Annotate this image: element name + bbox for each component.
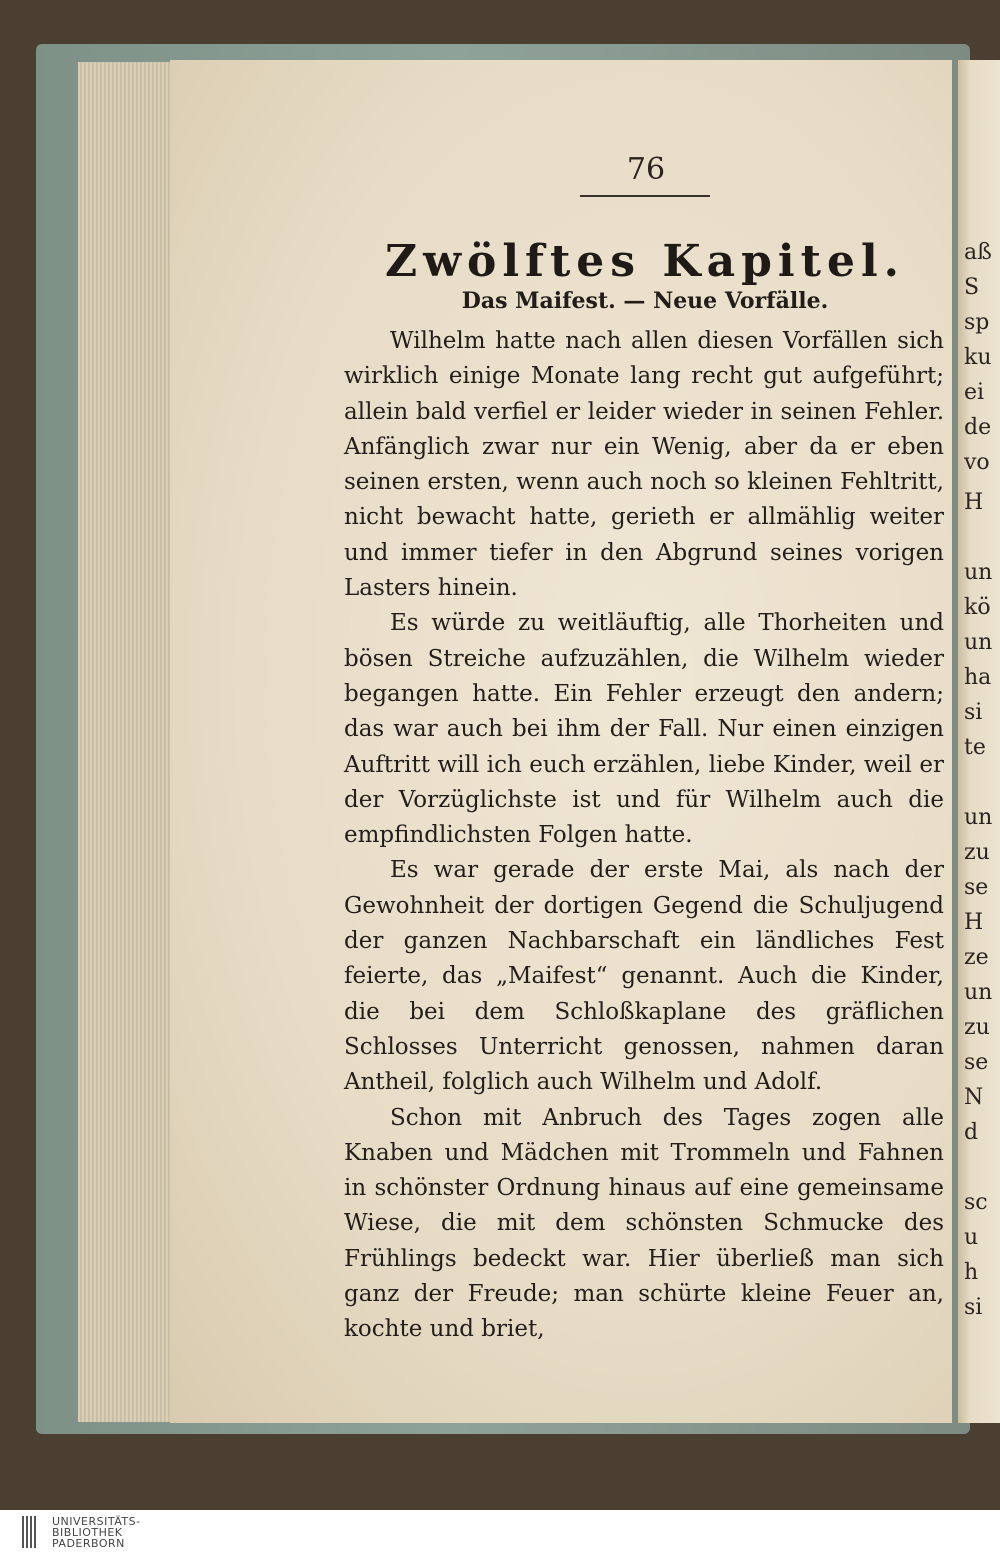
page-number-rule	[580, 195, 710, 197]
next-page-fragment: u	[964, 1225, 979, 1250]
next-page-fragment: H	[964, 490, 984, 515]
paragraph: Schon mit Anbruch des Tages zogen alle Knaben und Mädchen mit Trommeln und Fahnen in schönster Ordnung hinaus auf eine gemeinsame Wiese, die mit dem schönsten Schmucke des Frühlings bedeckt war. Hier überließ man sich ganz der Freude; man schürte kleine Feuer an, kochte und briet,	[344, 1104, 944, 1343]
library-credit	[52, 1516, 141, 1549]
paragraph: Es würde zu weitläuftig, alle Thorheiten und bösen Streiche aufzuzählen, die Wilhelm wieder begangen hatte. Ein Fehler erzeugt den andern; das war auch bei ihm der Fall. Nur einen einzigen Auftritt will ich euch erzählen, liebe Kinder, weil er der Vorzüglichste ist und für Wilhelm auch die empfindlichsten Folgen hatte.	[344, 610, 944, 849]
page-edges	[78, 62, 178, 1422]
next-page-fragment: aß	[964, 240, 992, 265]
next-page-fragment: un	[964, 980, 993, 1005]
paragraph: Es war gerade der erste Mai, als nach der Gewohnheit der dortigen Gegend die Schuljugend der ganzen Nachbarschaft ein ländliches Fest feierte, das „Maifest“ genannt. Auch die Kinder, die bei dem Schloßkaplane des gräflichen Schlosses Unterricht genossen, nahmen daran Antheil, folglich auch Wilhelm und Adolf.	[344, 857, 944, 1096]
next-page-fragment: ku	[964, 345, 992, 370]
library-credit-line: UNIVERSITÄTS-	[52, 1515, 141, 1528]
next-page-fragment: un	[964, 560, 993, 585]
next-page-fragment: se	[964, 875, 989, 900]
next-page-fragment: zu	[964, 1015, 990, 1040]
next-page-fragment: si	[964, 700, 983, 725]
next-page-fragment: vo	[964, 450, 990, 475]
next-page-fragment: de	[964, 415, 992, 440]
chapter-title: Zwölftes Kapitel.	[385, 236, 905, 287]
next-page-fragment: te	[964, 735, 986, 760]
next-page-fragment: sc	[964, 1190, 988, 1215]
next-page-fragment: sp	[964, 310, 990, 335]
library-logo-icon	[22, 1516, 36, 1548]
next-page-fragment: ei	[964, 380, 985, 405]
next-page-fragment: zu	[964, 840, 990, 865]
next-page-fragment: se	[964, 1050, 989, 1075]
next-page-fragment: h	[964, 1260, 979, 1285]
body-text	[344, 324, 944, 1348]
next-page-fragment: S	[964, 275, 980, 300]
next-page-edge	[958, 60, 1000, 1423]
chapter-subtitle: Das Maifest. — Neue Vorfälle.	[461, 288, 829, 314]
next-page-fragment: N	[964, 1085, 984, 1110]
next-page-fragment: ha	[964, 665, 992, 690]
library-credit-line: BIBLIOTHEK	[52, 1526, 123, 1539]
next-page-fragment: si	[964, 1295, 983, 1320]
next-page-fragment: un	[964, 805, 993, 830]
library-credit-line: PADERBORN	[52, 1537, 125, 1550]
next-page-fragment: kö	[964, 595, 991, 620]
paragraph: Wilhelm hatte nach allen diesen Vorfällen sich wirklich einige Monate lang recht gut aufgeführt; allein bald verfiel er leider wieder in seinen Fehler. Anfänglich zwar nur ein Wenig, aber da er eben seinen ersten, wenn auch noch so kleinen Fehltritt, nicht bewacht hatte, gerieth er allmählig weiter und immer tiefer in den Abgrund seines vorigen Lasters hinein.	[344, 328, 944, 602]
next-page-fragment: d	[964, 1120, 979, 1145]
next-page-fragment: ze	[964, 945, 989, 970]
next-page-fragment: H	[964, 910, 984, 935]
next-page-fragment: un	[964, 630, 993, 655]
page-number: 76	[626, 152, 666, 187]
